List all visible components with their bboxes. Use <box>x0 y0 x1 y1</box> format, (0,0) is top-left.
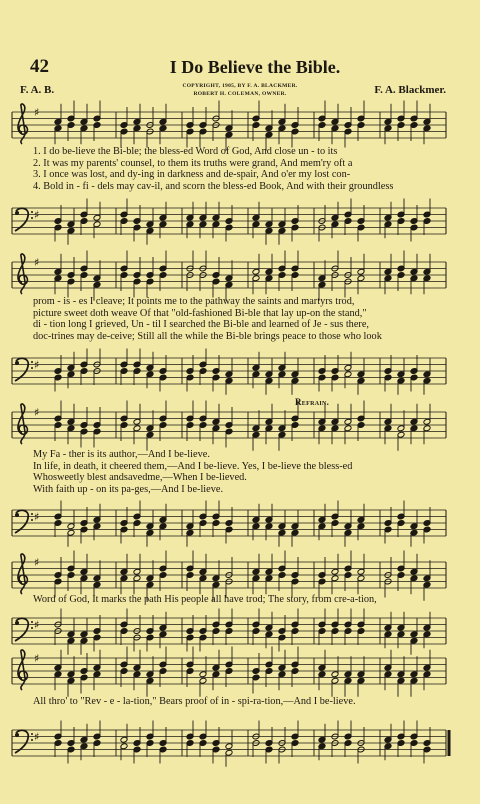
lyrics-system-3 <box>33 449 352 495</box>
lyric-line: All thro' to "Rev - e - la-tion," Bears proof of in - spi-ra-tion,—And I be-lieve. <box>33 696 356 707</box>
sharp-sign: ♯ <box>34 358 40 372</box>
bass-clef-dot <box>31 519 33 521</box>
lyric-line: doc-trines may de-ceive; Still all the while the Bi-ble brings peace to those who look <box>33 330 382 342</box>
refrain-label: Refrain. <box>295 397 330 407</box>
sharp-sign: ♯ <box>34 556 40 569</box>
lyric-line: 4. Bold in - fi - dels may cav-il, and scorn the bless-ed Book, And with their groundless <box>33 180 394 192</box>
treble-staff <box>0 646 480 700</box>
bass-staff <box>0 196 480 250</box>
sharp-sign: ♯ <box>34 256 40 269</box>
treble-staff <box>0 400 480 454</box>
bass-staff <box>0 498 480 552</box>
bass-clef-dot <box>15 211 19 215</box>
bass-clef-dot <box>31 217 33 219</box>
lyric-line: 1. I do be-lieve the Bi-ble; the bless-ed Word of God, And close un - to its <box>33 146 338 157</box>
hymn-title: I Do Believe the Bible. <box>169 57 341 77</box>
bass-clef-dot <box>15 733 19 737</box>
sharp-sign: ♯ <box>34 406 40 419</box>
words-credit: F. A. B. <box>20 84 55 96</box>
bass-clef-dot <box>31 211 33 213</box>
lyric-line: With faith up - on its pa-ges,—And I be-lieve. <box>33 483 224 495</box>
sharp-sign: ♯ <box>34 652 40 665</box>
bass-clef-dot <box>31 621 33 623</box>
bass-clef-dot <box>15 621 19 625</box>
copyright-notice: COPYRIGHT, 1905, BY F. A. BLACKMER. ROBERT H. COLEMAN, OWNER. <box>182 83 298 97</box>
bass-clef-dot <box>31 627 33 629</box>
bass-staff <box>0 346 480 400</box>
bass-staff <box>0 718 480 772</box>
bass-clef-dot <box>31 367 33 369</box>
sharp-sign: ♯ <box>34 208 40 222</box>
bass-clef-dot <box>15 513 19 517</box>
sharp-sign: ♯ <box>34 510 40 524</box>
bass-clef-dot <box>31 361 33 363</box>
lyric-line: In life, in death, it cheered them,—And I be-lieve. Yes, I be-lieve the bless-ed <box>33 460 353 472</box>
lyric-line: Word of God, It marks the path His people all have trod; The story, from cre-a-tion, <box>33 594 377 605</box>
lyric-line: di - tion long I grieved, Un - til I searched the Bi-ble and learned of Je - sus there, <box>33 319 369 331</box>
bass-clef-dot <box>31 733 33 735</box>
lyric-line: 2. It was my parents' counsel, to them its truths were grand, And mem'ry oft a <box>33 157 353 169</box>
lyrics-system-4 <box>33 594 377 606</box>
sharp-sign: ♯ <box>34 106 40 119</box>
bass-clef-dot <box>31 513 33 515</box>
bass-clef-dot <box>31 739 33 741</box>
lyric-line: 3. I once was lost, and dy-ing in darkness and de-spair, And o'er my lost con- <box>33 169 351 181</box>
lyrics-system-2 <box>33 296 382 342</box>
lyrics-system-1 <box>33 146 393 192</box>
music-credit: F. A. Blackmer. <box>374 84 446 96</box>
lyric-line: My Fa - ther is its author,—And I be-lieve. <box>33 449 210 460</box>
sharp-sign: ♯ <box>34 618 40 632</box>
lyric-line: Whosweetly blest andsavedme,—When I be-lieved. <box>33 472 247 484</box>
sharp-sign: ♯ <box>34 730 40 744</box>
lyrics-system-5 <box>33 696 356 708</box>
lyric-line: picture sweet doth weave Of that "old-fashioned Bi-ble that lay up-on the stand," <box>33 307 367 319</box>
bass-clef-dot <box>15 361 19 365</box>
hymn-number: 42 <box>30 56 49 77</box>
lyric-line: prom - is - es I cleave; It points me to the pathway the saints and martyrs trod, <box>33 296 355 307</box>
